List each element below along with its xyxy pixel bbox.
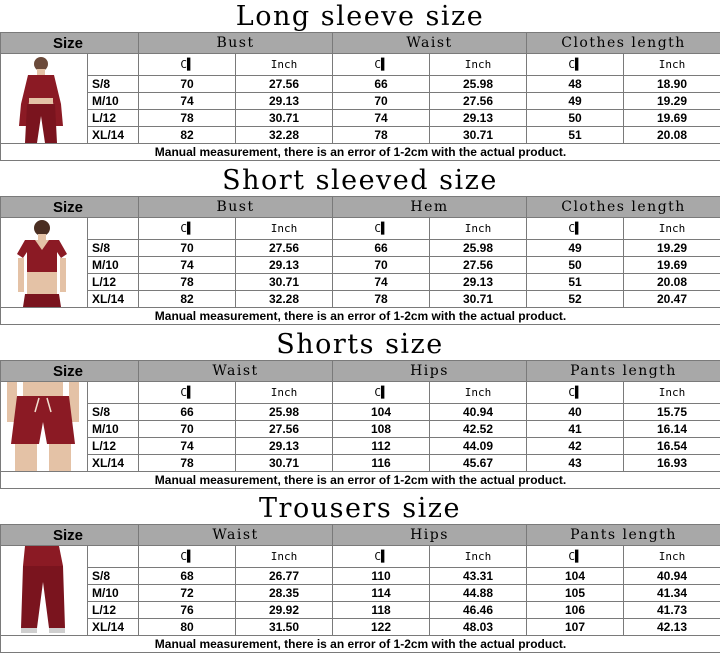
- measure-cell: 66: [139, 404, 236, 421]
- table-header-row: [1, 33, 720, 54]
- measurement-note: Manual measurement, there is an error of 1-2cm with the actual product.: [1, 144, 720, 161]
- measure-cell: 48: [527, 76, 624, 93]
- measure-cell: 27.56: [430, 257, 527, 274]
- size-table: [0, 32, 720, 161]
- table-row: [1, 438, 720, 455]
- garment-photo: [1, 54, 88, 144]
- size-cell: M/10: [88, 421, 139, 438]
- measure-cell: 80: [139, 619, 236, 636]
- measure-cell: 122: [333, 619, 430, 636]
- measure-cell: 42.13: [624, 619, 720, 636]
- size-header: Size: [1, 33, 139, 54]
- size-cell: XL/14: [88, 619, 139, 636]
- unit-cm: C▌: [527, 546, 624, 568]
- unit-cm: C▌: [333, 382, 430, 404]
- measure-cell: 42: [527, 438, 624, 455]
- measure-cell: 30.71: [236, 455, 333, 472]
- measure-cell: 19.69: [624, 110, 720, 127]
- column-group-header: Hips: [333, 361, 527, 382]
- unit-inch: Inch: [236, 382, 333, 404]
- measure-cell: 51: [527, 274, 624, 291]
- measure-cell: 114: [333, 585, 430, 602]
- measure-cell: 29.13: [430, 274, 527, 291]
- size-cell: L/12: [88, 274, 139, 291]
- note-row: [1, 308, 720, 325]
- measure-cell: 78: [139, 110, 236, 127]
- measure-cell: 40: [527, 404, 624, 421]
- trousers-garment-icon: [1, 546, 87, 635]
- section-title: Shorts size: [276, 329, 444, 360]
- size-cell: XL/14: [88, 291, 139, 308]
- section-title: Short sleeved size: [222, 165, 498, 196]
- size-cell: M/10: [88, 93, 139, 110]
- measure-cell: 50: [527, 257, 624, 274]
- unit-inch: Inch: [624, 54, 720, 76]
- measure-cell: 106: [527, 602, 624, 619]
- table-row: [1, 274, 720, 291]
- table-row: [1, 110, 720, 127]
- size-cell: S/8: [88, 240, 139, 257]
- unit-cm: C▌: [333, 54, 430, 76]
- section-title: Trousers size: [259, 493, 461, 524]
- measurement-note: Manual measurement, there is an error of 1-2cm with the actual product.: [1, 308, 720, 325]
- unit-cm: C▌: [139, 54, 236, 76]
- measure-cell: 70: [333, 257, 430, 274]
- measure-cell: 25.98: [236, 404, 333, 421]
- measure-cell: 30.71: [430, 127, 527, 144]
- measure-cell: 29.13: [236, 257, 333, 274]
- measure-cell: 76: [139, 602, 236, 619]
- measure-cell: 18.90: [624, 76, 720, 93]
- measure-cell: 16.93: [624, 455, 720, 472]
- measure-cell: 32.28: [236, 291, 333, 308]
- measure-cell: 50: [527, 110, 624, 127]
- size-cell: L/12: [88, 438, 139, 455]
- column-group-header: Bust: [139, 197, 333, 218]
- measure-cell: 16.14: [624, 421, 720, 438]
- measure-cell: 110: [333, 568, 430, 585]
- measure-cell: 108: [333, 421, 430, 438]
- measure-cell: 70: [139, 76, 236, 93]
- size-table: [0, 360, 720, 489]
- measure-cell: 78: [139, 274, 236, 291]
- measure-cell: 78: [333, 291, 430, 308]
- unit-inch: Inch: [430, 54, 527, 76]
- table-row: [1, 291, 720, 308]
- table-row: [1, 455, 720, 472]
- table-row: [1, 76, 720, 93]
- table-row: [1, 93, 720, 110]
- measure-cell: 28.35: [236, 585, 333, 602]
- measure-cell: 19.69: [624, 257, 720, 274]
- measure-cell: 40.94: [624, 568, 720, 585]
- unit-row: [1, 546, 720, 568]
- measure-cell: 26.77: [236, 568, 333, 585]
- table-row: [1, 404, 720, 421]
- column-group-header: Pants length: [527, 525, 720, 546]
- measure-cell: 46.46: [430, 602, 527, 619]
- measure-cell: 68: [139, 568, 236, 585]
- column-group-header: Hips: [333, 525, 527, 546]
- measure-cell: 31.50: [236, 619, 333, 636]
- measure-cell: 30.71: [236, 274, 333, 291]
- measure-cell: 74: [139, 438, 236, 455]
- measure-cell: 48.03: [430, 619, 527, 636]
- table-row: [1, 568, 720, 585]
- measure-cell: 52: [527, 291, 624, 308]
- unit-inch: Inch: [236, 546, 333, 568]
- blank-cell: [88, 546, 139, 568]
- unit-cm: C▌: [527, 218, 624, 240]
- measure-cell: 74: [139, 257, 236, 274]
- measure-cell: 41.73: [624, 602, 720, 619]
- measure-cell: 19.29: [624, 240, 720, 257]
- size-table: [0, 196, 720, 325]
- size-section-4: [0, 492, 720, 653]
- measure-cell: 66: [333, 76, 430, 93]
- unit-row: [1, 54, 720, 76]
- short-sleeve-garment-icon: [1, 218, 87, 307]
- unit-cm: C▌: [139, 546, 236, 568]
- size-section-1: [0, 0, 720, 161]
- blank-cell: [88, 218, 139, 240]
- unit-cm: C▌: [527, 54, 624, 76]
- size-cell: XL/14: [88, 127, 139, 144]
- table-row: [1, 240, 720, 257]
- measure-cell: 32.28: [236, 127, 333, 144]
- measure-cell: 49: [527, 93, 624, 110]
- column-group-header: Clothes length: [527, 197, 720, 218]
- measure-cell: 41.34: [624, 585, 720, 602]
- measure-cell: 20.08: [624, 274, 720, 291]
- measure-cell: 105: [527, 585, 624, 602]
- garment-photo: [1, 382, 88, 472]
- column-group-header: Pants length: [527, 361, 720, 382]
- measure-cell: 72: [139, 585, 236, 602]
- measure-cell: 41: [527, 421, 624, 438]
- table-row: [1, 619, 720, 636]
- measure-cell: 45.67: [430, 455, 527, 472]
- measure-cell: 82: [139, 291, 236, 308]
- size-section-2: [0, 164, 720, 325]
- size-cell: M/10: [88, 585, 139, 602]
- size-cell: L/12: [88, 602, 139, 619]
- size-header: Size: [1, 197, 139, 218]
- measure-cell: 29.13: [430, 110, 527, 127]
- measure-cell: 49: [527, 240, 624, 257]
- column-group-header: Clothes length: [527, 33, 720, 54]
- measure-cell: 27.56: [236, 421, 333, 438]
- table-header-row: [1, 361, 720, 382]
- blank-cell: [88, 54, 139, 76]
- size-table: [0, 524, 720, 653]
- measure-cell: 30.71: [236, 110, 333, 127]
- blank-cell: [88, 382, 139, 404]
- size-cell: S/8: [88, 404, 139, 421]
- measure-cell: 74: [139, 93, 236, 110]
- column-group-header: Waist: [333, 33, 527, 54]
- unit-cm: C▌: [333, 218, 430, 240]
- table-row: [1, 602, 720, 619]
- size-cell: M/10: [88, 257, 139, 274]
- measure-cell: 16.54: [624, 438, 720, 455]
- size-cell: S/8: [88, 568, 139, 585]
- size-cell: S/8: [88, 76, 139, 93]
- table-row: [1, 421, 720, 438]
- size-cell: XL/14: [88, 455, 139, 472]
- measure-cell: 70: [139, 421, 236, 438]
- measure-cell: 43.31: [430, 568, 527, 585]
- note-row: [1, 636, 720, 653]
- unit-inch: Inch: [430, 218, 527, 240]
- measure-cell: 118: [333, 602, 430, 619]
- unit-cm: C▌: [333, 546, 430, 568]
- note-row: [1, 472, 720, 489]
- measure-cell: 29.92: [236, 602, 333, 619]
- measure-cell: 44.09: [430, 438, 527, 455]
- column-group-header: Hem: [333, 197, 527, 218]
- measure-cell: 27.56: [430, 93, 527, 110]
- table-row: [1, 127, 720, 144]
- measure-cell: 112: [333, 438, 430, 455]
- size-section-3: [0, 328, 720, 489]
- measure-cell: 104: [527, 568, 624, 585]
- measure-cell: 30.71: [430, 291, 527, 308]
- measure-cell: 78: [139, 455, 236, 472]
- measurement-note: Manual measurement, there is an error of 1-2cm with the actual product.: [1, 636, 720, 653]
- measure-cell: 44.88: [430, 585, 527, 602]
- long-sleeve-garment-icon: [1, 54, 87, 143]
- table-header-row: [1, 197, 720, 218]
- note-row: [1, 144, 720, 161]
- unit-row: [1, 382, 720, 404]
- unit-inch: Inch: [624, 218, 720, 240]
- unit-inch: Inch: [236, 54, 333, 76]
- unit-cm: C▌: [527, 382, 624, 404]
- measure-cell: 82: [139, 127, 236, 144]
- table-row: [1, 257, 720, 274]
- unit-cm: C▌: [139, 218, 236, 240]
- measure-cell: 25.98: [430, 76, 527, 93]
- section-title: Long sleeve size: [235, 1, 485, 32]
- measure-cell: 20.47: [624, 291, 720, 308]
- column-group-header: Waist: [139, 361, 333, 382]
- measure-cell: 19.29: [624, 93, 720, 110]
- size-header: Size: [1, 525, 139, 546]
- garment-photo: [1, 546, 88, 636]
- measure-cell: 107: [527, 619, 624, 636]
- measure-cell: 25.98: [430, 240, 527, 257]
- measure-cell: 29.13: [236, 93, 333, 110]
- measure-cell: 27.56: [236, 240, 333, 257]
- unit-inch: Inch: [236, 218, 333, 240]
- measure-cell: 70: [139, 240, 236, 257]
- measure-cell: 78: [333, 127, 430, 144]
- measure-cell: 27.56: [236, 76, 333, 93]
- measure-cell: 42.52: [430, 421, 527, 438]
- measure-cell: 51: [527, 127, 624, 144]
- unit-cm: C▌: [139, 382, 236, 404]
- measure-cell: 70: [333, 93, 430, 110]
- column-group-header: Waist: [139, 525, 333, 546]
- measure-cell: 74: [333, 274, 430, 291]
- unit-row: [1, 218, 720, 240]
- shorts-garment-icon: [1, 382, 87, 471]
- garment-photo: [1, 218, 88, 308]
- measure-cell: 43: [527, 455, 624, 472]
- measure-cell: 74: [333, 110, 430, 127]
- unit-inch: Inch: [624, 382, 720, 404]
- measure-cell: 15.75: [624, 404, 720, 421]
- size-cell: L/12: [88, 110, 139, 127]
- measure-cell: 104: [333, 404, 430, 421]
- measure-cell: 29.13: [236, 438, 333, 455]
- size-header: Size: [1, 361, 139, 382]
- unit-inch: Inch: [430, 382, 527, 404]
- unit-inch: Inch: [430, 546, 527, 568]
- unit-inch: Inch: [624, 546, 720, 568]
- measure-cell: 116: [333, 455, 430, 472]
- measurement-note: Manual measurement, there is an error of 1-2cm with the actual product.: [1, 472, 720, 489]
- table-row: [1, 585, 720, 602]
- measure-cell: 20.08: [624, 127, 720, 144]
- column-group-header: Bust: [139, 33, 333, 54]
- table-header-row: [1, 525, 720, 546]
- measure-cell: 40.94: [430, 404, 527, 421]
- measure-cell: 66: [333, 240, 430, 257]
